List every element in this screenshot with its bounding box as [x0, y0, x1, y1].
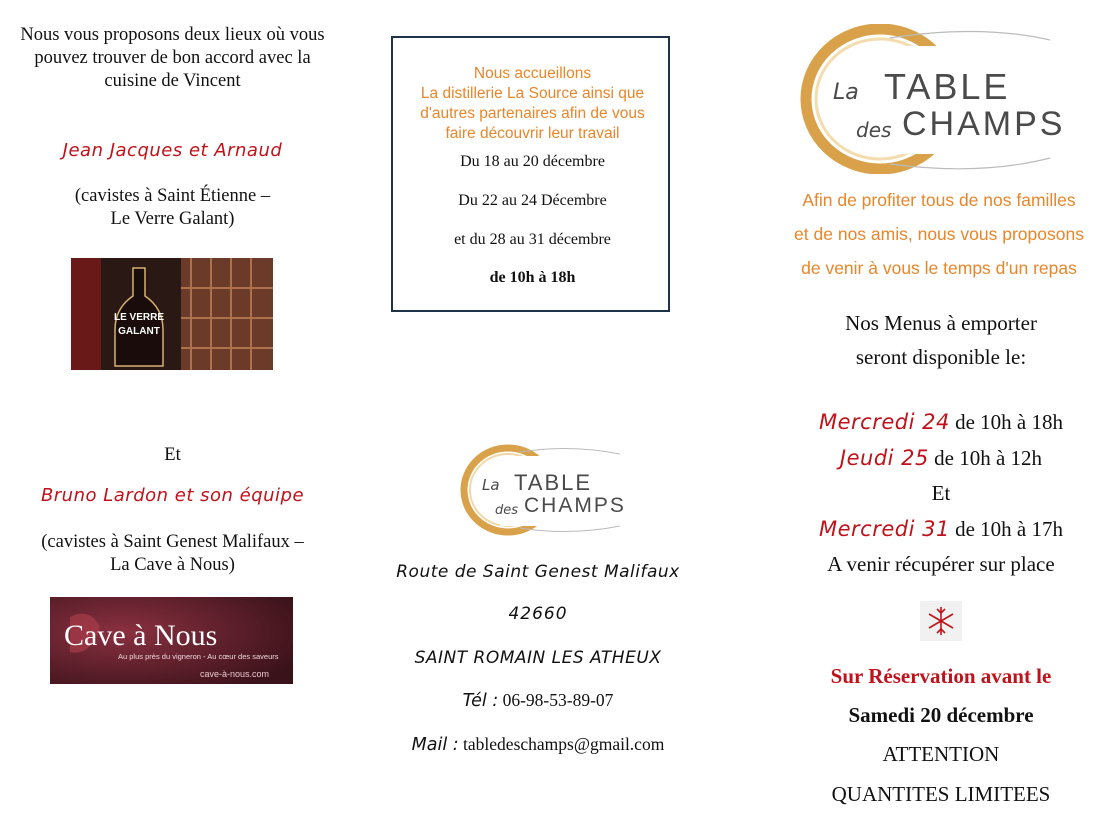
restaurant-logo-small: [460, 444, 635, 536]
partner1-name: Jean Jacques et Arnaud: [62, 140, 283, 161]
limited-quantities-text: QUANTITES LIMITEES: [831, 782, 1051, 806]
restaurant-logo-large: [800, 24, 1080, 174]
intro-line2: et de nos amis, nous vous proposons: [794, 224, 1084, 244]
pickup-date-2: [776, 441, 1102, 477]
pickup-date-1: [776, 405, 1102, 441]
event-date-3: et du 28 au 31 décembre: [454, 231, 611, 248]
email-label: Mail :: [411, 735, 459, 755]
phone-value: 06-98-53-89-07: [502, 690, 614, 710]
left-et-text: Et: [164, 445, 181, 465]
heading-line: d'autres partenaires afin de vous: [420, 105, 645, 122]
pickup-instruction: A venir récupérer sur place: [827, 552, 1055, 576]
address-street: Route de Saint Genest Malifaux: [396, 562, 680, 582]
logo-des: des: [495, 503, 519, 518]
contact-phone: [368, 690, 708, 711]
left-intro-text: Nous vous proposons deux lieux où vous pouvez trouver de bon accord avec la cuisine de Vincent: [20, 25, 325, 91]
sign-text-line1: LE VERRE: [113, 312, 165, 323]
partner1-desc-line1: (cavistes à Saint Étienne –: [74, 186, 271, 206]
partner1-description: [10, 185, 335, 231]
cave-logo-tagline: Au plus près du vigneron - Au cœur des saveurs: [118, 652, 279, 661]
pickup-et: Et: [931, 481, 951, 505]
intro-line1: Afin de profiter tous de nos familles: [802, 190, 1076, 210]
pickup-hours: de 10h à 18h: [955, 410, 1063, 434]
menus-line1: Nos Menus à emporter: [845, 311, 1037, 335]
event-date-2: Du 22 au 24 Décembre: [458, 192, 607, 209]
cave-logo-url: cave-à-nous.com: [200, 669, 270, 679]
pickup-dates: [776, 405, 1102, 583]
le-verre-galant-photo: [71, 258, 273, 370]
heading-line: faire découvrir leur travail: [445, 125, 620, 142]
pickup-hours: de 10h à 17h: [955, 516, 1063, 541]
phone-label: Tél :: [462, 691, 499, 711]
pickup-day: Mercredi 31: [819, 516, 950, 541]
reservation-deadline: Samedi 20 décembre: [848, 703, 1034, 727]
logo-table: TABLE: [884, 66, 1011, 107]
events-box: [391, 36, 670, 312]
address-postcode: 42660: [508, 604, 568, 624]
menus-announcement: [776, 306, 1102, 374]
sign-text-line2: GALANT: [118, 326, 160, 337]
cave-a-nous-logo: [50, 597, 293, 684]
partner2-name: Bruno Lardon et son équipe: [40, 485, 305, 506]
logo-champs: CHAMPS: [524, 494, 626, 517]
partner1-desc-line2: Le Verre Galant): [110, 209, 235, 229]
logo-table: TABLE: [514, 470, 593, 495]
attention-text: ATTENTION: [882, 742, 1000, 766]
right-intro-text: [776, 183, 1102, 285]
logo-des: des: [856, 118, 892, 142]
pickup-day: Mercredi 24: [819, 410, 950, 434]
intro-line3: de venir à vous le temps d'un repas: [801, 258, 1077, 278]
heading-line: Nous accueillons: [473, 65, 592, 82]
logo-champs: CHAMPS: [902, 105, 1066, 143]
logo-la: La: [482, 476, 500, 494]
pickup-day: Jeudi 25: [839, 445, 929, 470]
pickup-date-3: [776, 512, 1102, 548]
pickup-hours: de 10h à 12h: [934, 445, 1043, 470]
snowflake-icon: [920, 601, 962, 641]
email-value: tabledeschamps@gmail.com: [463, 734, 665, 754]
partner2-desc-line2: La Cave à Nous): [110, 555, 235, 575]
address-town: SAINT ROMAIN LES ATHEUX: [414, 648, 662, 668]
event-date-1: Du 18 au 20 décembre: [460, 153, 605, 170]
partner2-desc-line1: (cavistes à Saint Genest Malifaux –: [41, 532, 304, 552]
menus-line2: seront disponible le:: [855, 345, 1027, 369]
logo-la: La: [833, 80, 859, 105]
contact-email: [368, 734, 708, 755]
event-hours: de 10h à 18h: [489, 269, 576, 286]
reservation-notice: Sur Réservation avant le: [830, 664, 1052, 688]
partner2-description: [10, 531, 335, 577]
events-box-heading: [393, 64, 672, 144]
cave-logo-title: Cave à Nous: [64, 619, 218, 652]
heading-line: La distillerie La Source ainsi que: [420, 85, 645, 102]
